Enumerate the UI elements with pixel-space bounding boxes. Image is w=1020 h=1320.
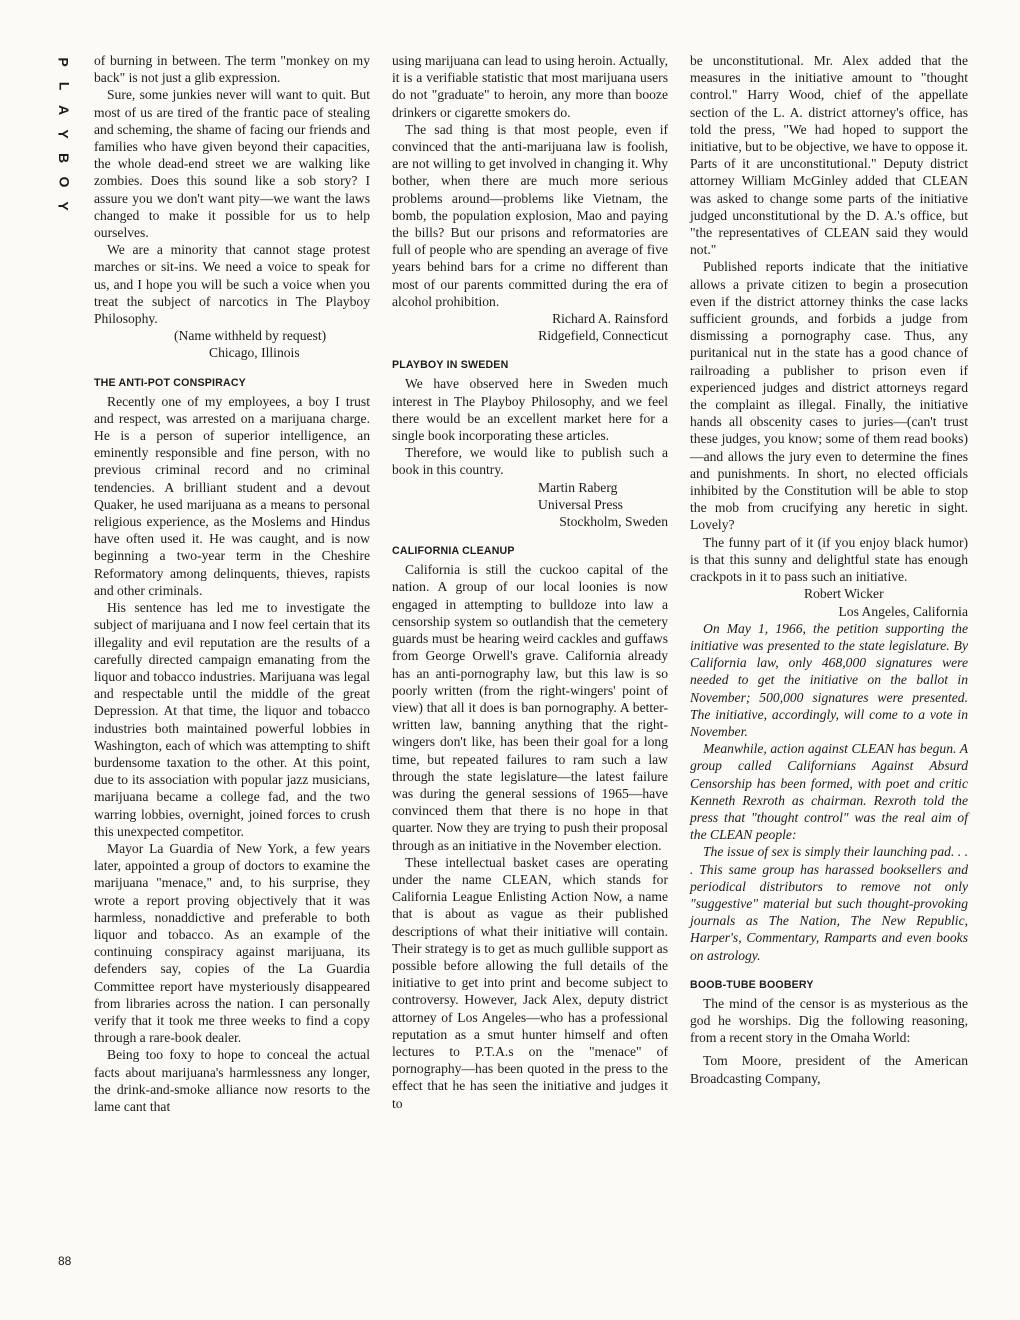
paragraph: Published reports indicate that the initiative allows a private citizen to begin a prosecution even if the district attorney thinks the case lacks sufficient grounds, and forbids a judge from dismissing a pornography case. Thus, any puritanical nut in the state has a good chance of railroading a publisher to prison even if experienced judges and district attorneys regard the complaint as illegal. Finally, the initiative hands all obscenity cases to juries—(can't trust these judges, you know; some of them read books)—and allows the jury even to determine the fines and punishments. In short, no elected officials inhibited by the Constitution will be able to stop the mob from crucifying any heretic in sight. Lovely? bbox=[690, 259, 968, 533]
paragraph: Tom Moore, president of the American Broadcasting Company, bbox=[690, 1053, 968, 1086]
paragraph: Mayor La Guardia of New York, a few years later, appointed a group of doctors to examine the marijuana "menace," and, to his surprise, they wrote a report proving objectively that it was harmless, nonaddictive and preferable to both liquor and tobacco. As an example of the continuing conspiracy against marijuana, its defenders say, copies of the La Guardia Committee report have mysteriously disappeared from libraries across the nation. I can personally verify that it took me three weeks to find a copy through a rare-book dealer. bbox=[94, 840, 370, 1046]
paragraph: California is still the cuckoo capital of the nation. A group of our local loonies is now engaged in attempting to bulldoze into law a censorship system so outlandish that the cemetery guards must be hearing weird cackles and guffaws from George Orwell's grave. California already has an anti-pornography law, but this law is so poorly written (from the right-wingers' point of view) that all it does is ban pornography. A better-written law, banning anything that the right-wingers don't like, has been their goal for a long time, but repeated failures to ram such a law through the state legislature—the latest failure was during the general sessions of 1965—have convinced them that there is no hope in that quarter. Now they are trying to push their proposal through as an initiative in the November election. bbox=[392, 562, 668, 853]
signature: Martin Raberg bbox=[538, 479, 618, 495]
paragraph: Therefore, we would like to publish such a book in this country. bbox=[392, 445, 668, 478]
side-logo-letter: P bbox=[56, 57, 72, 67]
editor-note: On May 1, 1966, the petition supporting the initiative was presented to the state legislature. By California law, only 468,000 signatures were needed to get the initiative on the ballot in November; 500,000 signatures were presented. The initiative, accordingly, will come to a vote in November. bbox=[690, 620, 968, 739]
side-logo-letter: B bbox=[56, 152, 72, 164]
signature-org: Universal Press bbox=[538, 496, 623, 512]
side-logo-letter: O bbox=[55, 176, 72, 188]
paragraph: be unconstitutional. Mr. Alex added that the measures in the initiative amount to "thought control." Harry Wood, chief of the appellate section of the L. A. district attorney's office, has told the press, "We had hoped to support the initiative, but to be objective, we have to oppose it. Parts of it are unconstitutional." Deputy district attorney William McGinley added that CLEAN was asked to change some parts of the initiative judged unconstitutional by the D. A.'s office, but "the representatives of CLEAN said they would not." bbox=[690, 53, 968, 258]
block-quote: The issue of sex is simply their launching pad. . . . This same group has harassed booksellers and periodical distributors to remove not only "suggestive" material but such thought-provoking journals as The Nation, The New Republic, Harper's, Commentary, Ramparts and even books on astrology. bbox=[690, 844, 968, 963]
signature-place: Chicago, Illinois bbox=[209, 345, 300, 361]
column-2 bbox=[392, 52, 668, 1112]
paragraph: of burning in between. The term "monkey on my back" is not just a glib expression. bbox=[94, 53, 370, 86]
column-3 bbox=[690, 52, 968, 1087]
side-logo-letter: A bbox=[56, 104, 72, 116]
paragraph: The funny part of it (if you enjoy black humor) is that this sunny and delightful state has enough crackpots in it to pass such an initiative. bbox=[690, 534, 968, 585]
side-logo-letter: Y bbox=[56, 129, 72, 139]
editor-note: Meanwhile, action against CLEAN has begun. A group called Californians Against Absurd Censorship has been formed, with poet and critic Kenneth Rexroth as chairman. Rexroth told the press that "thought control" was the real aim of the CLEAN people: bbox=[690, 741, 968, 843]
paragraph: using marijuana can lead to using heroin. Actually, it is a verifiable statistic that most marijuana users do not "graduate" to heroin, any more than booze drinkers or cigarette smokers do. bbox=[392, 53, 668, 120]
section-heading: THE ANTI-POT CONSPIRACY bbox=[94, 376, 246, 389]
paragraph: These intellectual basket cases are operating under the name CLEAN, which stands for California League Enlisting Action Now, a name that is about as vague as their published descriptions of what their initiative will contain. Their strategy is to get as much gullible support as possible before allowing the full details of the initiative to get into print and become subject to controversy. However, Jack Alex, deputy district attorney of Los Angeles—who has a professional reputation as a smut hunter himself and often lectures to P.T.A.s on the "menace" of pornography—has been quoted in the press to the effect that he has seen the initiative and judges it to bbox=[392, 854, 668, 1111]
signature-place: Los Angeles, California bbox=[838, 603, 968, 619]
paragraph: The mind of the censor is as mysterious as the god he worships. Dig the following reasoning, from a recent story in the Omaha World: bbox=[690, 995, 968, 1046]
signature: (Name withheld by request) bbox=[174, 328, 327, 344]
section-heading: BOOB-TUBE BOOBERY bbox=[690, 978, 814, 991]
paragraph: The sad thing is that most people, even if convinced that the anti-marijuana law is foolish, are not willing to get involved in changing it. Why bother, when there are much more serious problems around—problems like Vietnam, the bomb, the population explosion, Mao and paying the bills? But our prisons and reformatories are full of people who are spending an average of five years behind bars for a crime no different than most of our parents committed during the era of alcohol prohibition. bbox=[392, 121, 668, 309]
column-1 bbox=[94, 52, 370, 1115]
page-number: 88 bbox=[58, 1254, 72, 1268]
section-heading: PLAYBOY IN SWEDEN bbox=[392, 359, 509, 372]
signature: Richard A. Rainsford bbox=[552, 311, 668, 327]
side-logo bbox=[54, 50, 74, 218]
signature-place: Stockholm, Sweden bbox=[559, 514, 668, 530]
signature-place: Ridgefield, Connecticut bbox=[538, 328, 668, 344]
side-logo-letter: Y bbox=[56, 201, 72, 211]
paragraph: Sure, some junkies never will want to quit. But most of us are tired of the frantic pace of stealing and scheming, the shame of facing our friends and families who have given beyond their capacities, the whole dead-end street we are walking like zombies. Does this sound like a sob story? I assure you we don't want pity—we want the laws changed to make it possible for us to help ourselves. bbox=[94, 87, 370, 241]
section-heading: CALIFORNIA CLEANUP bbox=[392, 545, 515, 558]
side-logo-letter: L bbox=[56, 81, 72, 91]
signature: Robert Wicker bbox=[804, 586, 884, 602]
paragraph: Being too foxy to hope to conceal the actual facts about marijuana's harmlessness any longer, the drink-and-smoke alliance now resorts to the lame cant that bbox=[94, 1047, 370, 1114]
paragraph: We are a minority that cannot stage protest marches or sit-ins. We need a voice to speak for us, and I hope you will be such a voice when you treat the subject of narcotics in The Playboy Philosophy. bbox=[94, 242, 370, 327]
paragraph: Recently one of my employees, a boy I trust and respect, was arrested on a marijuana charge. He is a person of superior intelligence, an eminently responsible and fine person, with no previous criminal record and no criminal tendencies. A brilliant student and a devout Quaker, he used marijuana as a means to personal religious experience, as the Moslems and Hindus have often used it. He was caught, and is now beginning a two-year term in the Cheshire Reformatory among delinquents, thieves, rapists and other criminals. bbox=[94, 393, 370, 598]
paragraph: His sentence has led me to investigate the subject of marijuana and I now feel certain that its illegality and evil reputation are the results of a carefully directed campaign emanating from the liquor and tobacco industries. Marijuana was legal and respectable until the middle of the great Depression. At that time, the liquor and tobacco industries both maintained powerful lobbies in Washington, each of which was attempting to shift burdensome taxation to the other. At this point, due to its association with popular jazz musicians, marijuana became a college fad, and the two warring lobbies, overnight, joined forces to crush this unexpected competitor. bbox=[94, 600, 370, 839]
paragraph: We have observed here in Sweden much interest in The Playboy Philosophy, and we feel there would be an excellent market here for a single book incorporating these articles. bbox=[392, 376, 668, 444]
